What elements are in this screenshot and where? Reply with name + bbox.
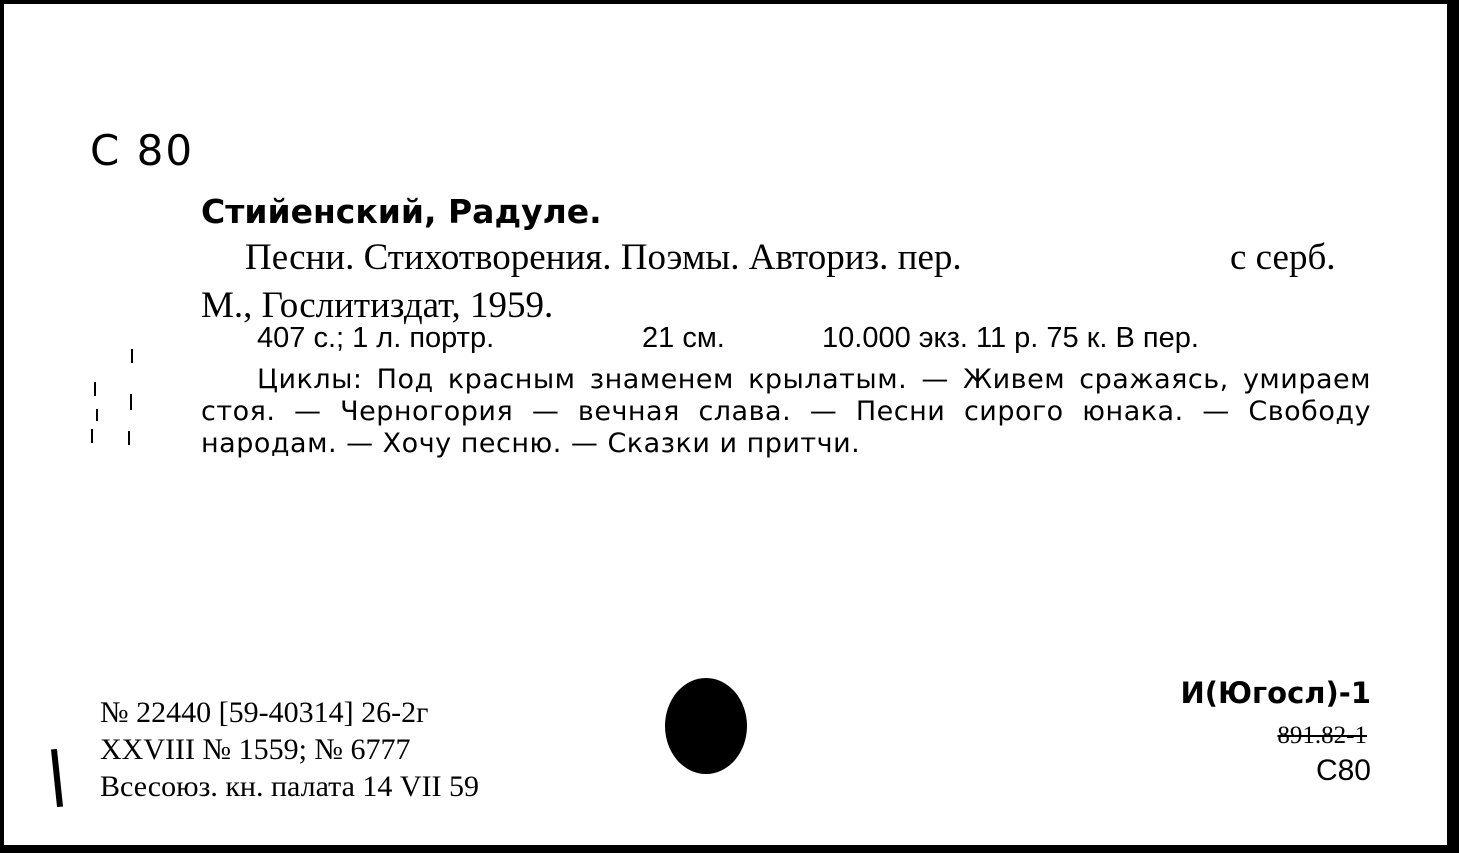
margin-speck [94,382,96,396]
title-text: Песни. Стихотворения. Поэмы. Авториз. пер. [245,237,962,278]
punch-hole [665,678,747,774]
title-statement [245,236,1336,279]
margin-speck [128,431,130,445]
collation-copies-price: 10.000 экз. 11 р. 75 к. В пер. [822,322,1199,354]
margin-speck [91,429,93,443]
registry-line-3: Всесоюз. кн. палата 14 VII 59 [100,770,480,803]
old-classification-number: 891.82-1 [1277,722,1367,749]
registry-block [100,694,479,805]
shelf-mark: С80 [1315,754,1371,787]
translation-note: с серб. [1230,237,1336,278]
contents-note: Циклы: Под красным знаменем крылатым. — Живем сражаясь, умираем стоя. — Черногория — вечная слава. — Песни сирого юнака. — Свободу народам. — Хочу песню. — Сказки и притчи. [201,364,1371,459]
margin-speck [96,409,98,421]
collation-pages: 407 с.; 1 л. портр. [257,322,495,354]
author-heading: Стийенский, Радуле. [201,192,602,231]
registry-line-1: № 22440 [59-40314] 26-2г [100,696,429,729]
handwritten-call-number: С 80 [90,126,195,175]
imprint: М., Гослитиздат, 1959. [201,285,554,326]
margin-speck [131,349,133,363]
classification-code: И(Югосл)-1 [1180,676,1371,710]
catalog-card [4,4,1447,845]
edge-mark [51,749,63,807]
margin-speck [130,394,132,410]
registry-line-2: XXVIII № 1559; № 6777 [100,733,411,766]
collation-size: 21 см. [642,322,725,354]
